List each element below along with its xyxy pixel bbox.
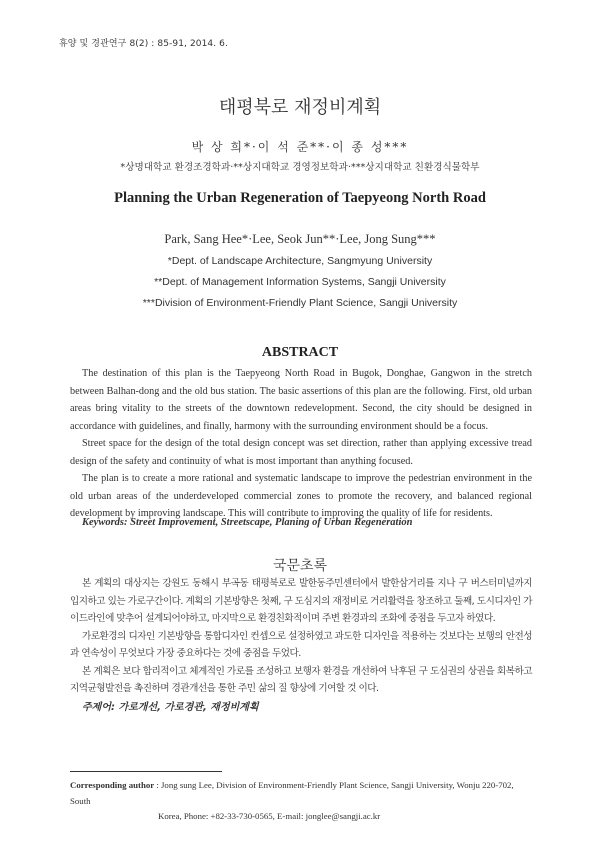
abstract-paragraph: The plan is to create a more rational and systematic landscape to improve the pedestrian environment in the old urban areas of the underdeveloped commercial zones to promote the recovery, and balanced regional development by improving landscape. This will contribute to improving the quality of life for residents. bbox=[70, 473, 532, 519]
abstract-paragraph: Street space for the design of the total design concept was set direction, rather than applying excessive tread design of the safety and continuity of what is most important than anything focused. bbox=[70, 438, 532, 467]
affiliation-english: *Dept. of Landscape Architecture, Sangmyung University bbox=[167, 255, 433, 267]
corresponding-author-label: Corresponding author bbox=[70, 780, 155, 790]
corresponding-author-note bbox=[70, 778, 534, 825]
footnote-divider bbox=[70, 771, 222, 772]
korean-abstract-paragraph: 본 계획은 보다 합리적이고 체계적인 가로를 조성하고 보행자 환경을 개선하여 낙후된 구 도심권의 상권을 회복하고 지역균형발전을 촉진하며 경관개선을 통한 주민 삶의 질 향상에 기여할 것 이다. bbox=[70, 665, 532, 694]
corresponding-author-line2: Korea, Phone: +82-33-730-0565, E-mail: jonglee@sangji.ac.kr bbox=[158, 811, 381, 821]
corresponding-author-line1: : Jong sung Lee, Division of Environment-Friendly Plant Science, Sangji University, Wonju 220-702, South bbox=[70, 780, 514, 806]
abstract-paragraph: The destination of this plan is the Taepyeong North Road in Bugok, Donghae, Gangwon in the stretch between Balhan-dong and the old bus station. The basic assertions of this plan are the following. First, old urban areas bring vitality to the streets of the downtown redevelopment. Second, the city should be designed in accordance with guidelines, and finally, harmony with the surrounding environment should be a focus. bbox=[70, 368, 532, 432]
korean-abstract-paragraph: 가로환경의 디자인 기본방향을 통합디자인 컨셉으로 설정하였고 과도한 디자인을 적용하는 것보다는 보행의 안전성과 연속성이 무엇보다 가장 중요하다는 것에 중점을 두었다. bbox=[70, 630, 532, 659]
title-korean: 태평북로 재정비계획 bbox=[218, 97, 382, 118]
journal-header: 휴양 및 경관연구 8(2) : 85-91, 2014. 6. bbox=[59, 39, 228, 49]
title-english: Planning the Urban Regeneration of Taepyeong North Road bbox=[114, 190, 486, 206]
abstract-body bbox=[70, 365, 532, 523]
korean-abstract-paragraph: 본 계획의 대상지는 강원도 동해시 부곡동 태평북로로 발한동주민센터에서 발한삼거리를 지나 구 버스터미널까지 입지하고 있는 가로구간이다. 계획의 기본방향은 첫째, 구 도심지의 재정비로 거리활력을 창조하고 둘째, 도시디자인 가이드라인에 맞추어 설계되어야하고, 마지막으로 환경친화적이며 주변 환경과의 조화에 중점을 두고자 하였다. bbox=[70, 578, 532, 624]
abstract-heading: ABSTRACT bbox=[261, 345, 339, 360]
affiliation-english: ***Division of Environment-Friendly Plant Science, Sangji University bbox=[142, 297, 458, 309]
authors-korean: 박 상 희*·이 석 준**·이 종 성*** bbox=[191, 140, 409, 154]
affiliation-english: **Dept. of Management Information Systems, Sangji University bbox=[154, 276, 446, 288]
korean-abstract-heading: 국문초록 bbox=[272, 558, 328, 574]
affiliation-korean: *상명대학교 환경조경학과·**상지대학교 경영정보학과·***상지대학교 친환경식물학부 bbox=[120, 162, 480, 173]
korean-keywords: 주제어: 가로개선, 가로경관, 재정비계획 bbox=[82, 702, 259, 713]
korean-abstract-body bbox=[70, 575, 532, 698]
authors-english: Park, Sang Hee*·Lee, Seok Jun**·Lee, Jong Sung*** bbox=[164, 232, 436, 246]
keywords: Keywords: Street Improvement, Streetscape, Planing of Urban Regeneration bbox=[82, 517, 413, 528]
